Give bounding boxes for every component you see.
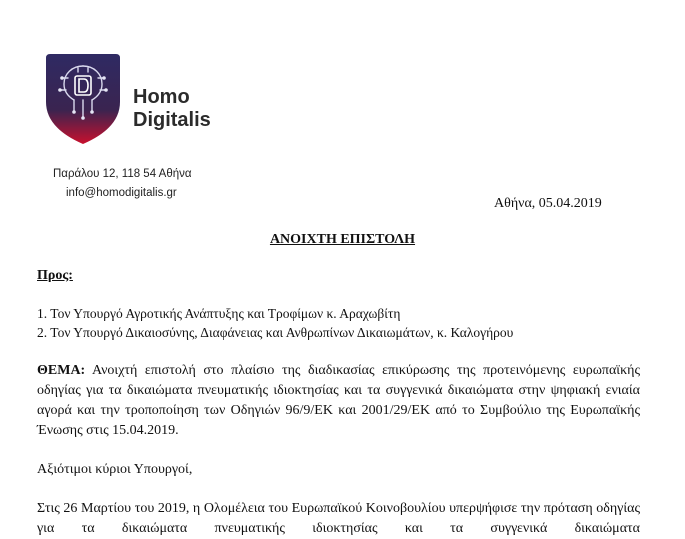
letter-title: ΑΝΟΙΧΤΗ ΕΠΙΣΤΟΛΗ bbox=[269, 232, 416, 247]
sender-email: info@homodigitalis.gr bbox=[66, 187, 177, 199]
letter-date: Αθήνα, 05.04.2019 bbox=[494, 196, 602, 211]
brand-name-line1: Homo bbox=[133, 86, 190, 108]
recipients-list bbox=[37, 304, 513, 342]
letter-paragraph: Στις 26 Μαρτίου του 2019, η Ολομέλεια του Ευρωπαϊκού Κοινοβουλίου υπερψήφισε την πρόταση οδηγίας για τα δικαιώματα πνευματικής ιδιοκτησίας και τα συγγενικά δικαιώματα bbox=[37, 501, 640, 536]
brand-name-line2: Digitalis bbox=[133, 109, 211, 131]
recipient-item: 1. Τον Υπουργό Αγροτικής Ανάπτυξης και Τροφίμων κ. Αραχωβίτη bbox=[37, 306, 401, 321]
sender-address: Παράλου 12, 118 54 Αθήνα bbox=[53, 168, 192, 180]
subject-label: ΘΕΜΑ: bbox=[37, 363, 86, 378]
sender-contact bbox=[53, 165, 192, 203]
recipients-label: Προς: bbox=[37, 268, 73, 283]
subject-text: Ανοιχτή επιστολή στο πλαίσιο της διαδικασίας επικύρωσης της προτεινόμενης ευρωπαϊκής οδηγίας για τα δικαιώματα πνευματικής ιδιοκτησίας και τα συγγενικά δικαιώματα στην ψηφιακή ενιαία αγορά και την τροποποίηση των Οδηγιών 96/9/ΕΚ και 2001/29/ΕΚ από το Συμβούλιο της Ευρωπαϊκής Ένωσης στις 15.04.2019. bbox=[37, 363, 640, 438]
letter-greeting: Αξιότιμοι κύριοι Υπουργοί, bbox=[37, 462, 193, 477]
recipient-item: 2. Τον Υπουργό Δικαιοσύνης, Διαφάνειας και Ανθρωπίνων Δικαιωμάτων, κ. Καλογήρου bbox=[37, 325, 514, 340]
homo-digitalis-logo-icon bbox=[44, 50, 122, 146]
letter-subject bbox=[37, 361, 640, 441]
brand-name bbox=[133, 86, 211, 132]
